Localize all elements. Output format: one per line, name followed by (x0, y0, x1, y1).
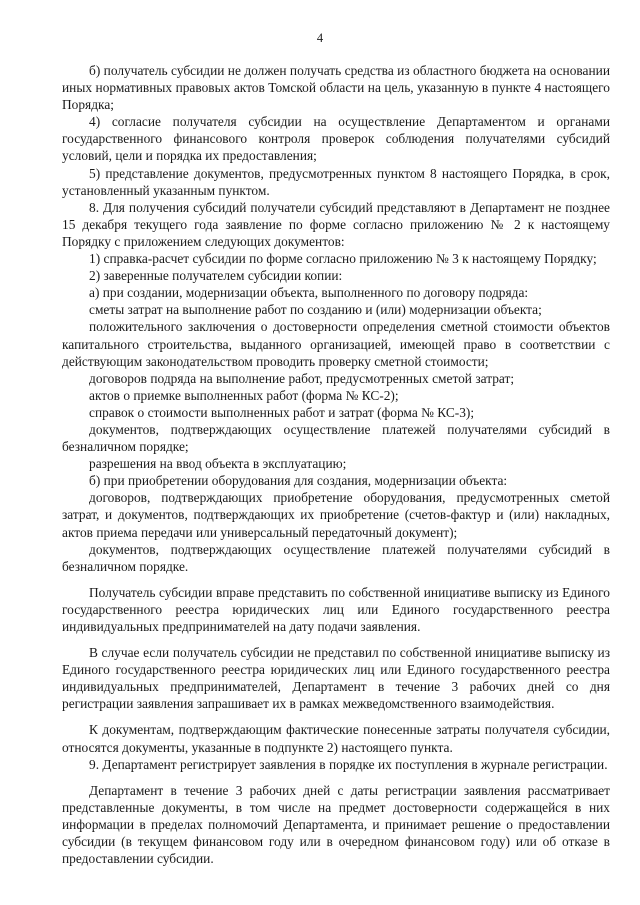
paragraph-contracts: договоров подряда на выполнение работ, предусмотренных сметой затрат; (89, 370, 515, 386)
paragraph-positive-conclusion: положительного заключения о достоверности определения сметной стоимости объектов капитального строительства, выданного организацией, имеющей право в соответствии с действующим законодательством проводить проверку сметной стоимости; (62, 319, 610, 369)
paragraph-commissioning-permit: разрешения на ввод объекта в эксплуатацию; (89, 456, 347, 472)
paragraph-item-2-copies: 2) заверенные получателем субсидии копии: (89, 268, 343, 284)
paragraph-equipment-contracts: договоров, подтверждающих приобретение оборудования, предусмотренных сметой затрат, и документов, подтверждающих их приобретение (счетов-фактур и (или) накладных, актов приема передачи или универсальный передаточный документ); (62, 490, 610, 540)
paragraph-registry-extract-right: Получатель субсидии вправе представить по собственной инициативе выписку из Единого государственного реестра юридических лиц или Единого государственного реестра индивидуальных предпринимателей на дату подачи заявления. (62, 584, 610, 634)
page-number: 4 (316, 31, 324, 45)
paragraph-item-b-equipment: б) при приобретении оборудования для создания, модернизации объекта: (89, 473, 508, 489)
paragraph-ks2-acts: актов о приемке выполненных работ (форма № КС-2); (89, 387, 399, 403)
paragraph-registry-extract-request: В случае если получатель субсидии не представил по собственной инициативе выписку из Единого государственного реестра юридических лиц или Единого государственного реестра индивидуальных предпринимателей, Департамент в течение 3 рабочих дней со дня регистрации заявления запрашивает их в рамках межведомственного взаимодействия. (62, 645, 610, 712)
paragraph-ks3-certificates: справок о стоимости выполненных работ и затрат (форма № КС-3); (89, 404, 475, 420)
document-body (62, 62, 610, 867)
paragraph-payment-documents: документов, подтверждающих осуществление платежей получателями субсидий в безналичном порядке; (62, 421, 610, 455)
paragraph-cost-estimates: сметы затрат на выполнение работ по созданию и (или) модернизации объекта; (89, 302, 542, 318)
paragraph-item-a-contract: а) при создании, модернизации объекта, выполненного по договору подряда: (89, 285, 529, 301)
paragraph-subsidy-condition-b: б) получатель субсидии не должен получать средства из областного бюджета на основании иных нормативных правовых актов Томской области на цель, указанную в пункте 4 настоящего Порядка; (62, 63, 610, 113)
paragraph-condition-4: 4) согласие получателя субсидии на осуществление Департаментом и органами государственного финансового контроля проверок соблюдения получателями субсидий условий, цели и порядка их предоставления; (62, 114, 610, 164)
paragraph-actual-costs-documents: К документам, подтверждающим фактические понесенные затраты получателя субсидии, относятся документы, указанные в подпункте 2) настоящего пункта. (62, 722, 610, 755)
paragraph-review-decision: Департамент в течение 3 рабочих дней с даты регистрации заявления рассматривает представленные документы, в том числе на предмет достоверности содержащейся в них информации в пределах полномочий Департамента, и принимает решение о предоставлении субсидии (в текущем финансовом году или в очередном финансовом году) или об отказе в предоставлении субсидии. (62, 782, 610, 867)
paragraph-condition-5: 5) представление документов, предусмотренных пунктом 8 настоящего Порядка, в срок, установленный указанным пунктом. (62, 165, 610, 198)
paragraph-clause-8: 8. Для получения субсидий получатели субсидий представляют в Департамент не позднее 15 декабря текущего года заявление по форме согласно приложению № 2 к настоящему Порядку с приложением следующих документов: (62, 199, 610, 249)
paragraph-item-1-calculation: 1) справка-расчет субсидии по форме согласно приложению № 3 к настоящему Порядку; (89, 251, 597, 267)
paragraph-clause-9: 9. Департамент регистрирует заявления в порядке их поступления в журнале регистрации. (89, 756, 608, 772)
paragraph-equipment-payments: документов, подтверждающих осуществление платежей получателями субсидий в безналичном порядке. (62, 541, 610, 574)
